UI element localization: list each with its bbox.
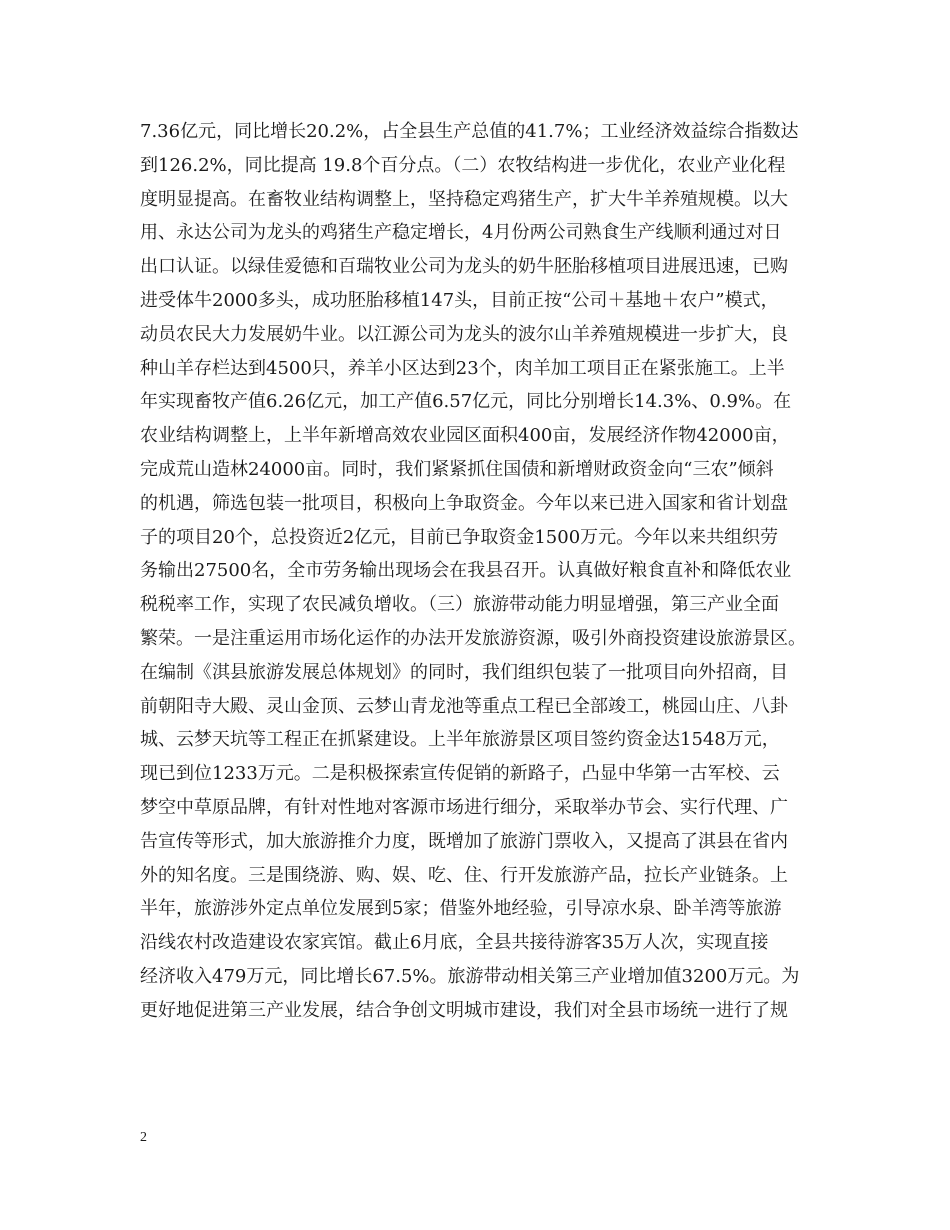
text-line: 农业结构调整上，上半年新增高效农业园区面积400亩，发展经济作物42000亩， [140, 425, 790, 447]
text-line: 前朝阳寺大殿、灵山金顶、云梦山青龙池等重点工程已全部竣工，桃园山庄、八卦 [140, 695, 788, 717]
text-line: 经济收入479万元，同比增长67.5%。旅游带动相关第三产业增加值3200万元。为 [140, 965, 800, 987]
text-line: 城、云梦天坑等工程正在抓紧建设。上半年旅游景区项目签约资金达1548万元， [140, 729, 780, 751]
text-line: 子的项目20个，总投资近2亿元，目前已争取资金1500万元。今年以来共组织劳 [140, 526, 779, 548]
text-line: 梦空中草原品牌，有针对性地对客源市场进行细分，采取举办节会、实行代理、广 [140, 796, 788, 818]
text-line: 的机遇，筛选包装一批项目，积极向上争取资金。今年以来已进入国家和省计划盘 [140, 492, 788, 514]
text-line: 现已到位1233万元。二是积极探索宣传促销的新路子，凸显中华第一古军校、云 [140, 763, 780, 785]
text-line: 半年，旅游涉外定点单位发展到5家；借鉴外地经验，引导凉水泉、卧羊湾等旅游 [140, 898, 782, 920]
text-line: 度明显提高。在畜牧业结构调整上，坚持稳定鸡猪生产，扩大牛羊养殖规模。以大 [140, 188, 788, 210]
text-line: 在编制《淇县旅游发展总体规划》的同时，我们组织包装了一批项目向外招商，目 [140, 661, 788, 683]
text-line: 完成荒山造林24000亩。同时，我们紧紧抓住国债和新增财政资金向“三农”倾斜 [140, 458, 774, 480]
text-line: 税税率工作，实现了农民减负增收。（三）旅游带动能力明显增强，第三产业全面 [140, 594, 779, 616]
text-line: 务输出27500名，全市劳务输出现场会在我县召开。认真做好粮食直补和降低农业 [140, 560, 792, 582]
body-text [140, 115, 840, 1028]
text-line: 动员农民大力发展奶牛业。以江源公司为龙头的波尔山羊养殖规模进一步扩大，良 [140, 323, 788, 345]
text-line: 告宣传等形式，加大旅游推介力度，既增加了旅游门票收入，又提高了淇县在省内 [140, 830, 788, 852]
text-line: 外的知名度。三是围绕游、购、娱、吃、住、行开发旅游产品，拉长产业链条。上 [140, 864, 788, 886]
text-line: 年实现畜牧产值6.26亿元，加工产值6.57亿元，同比分别增长14.3%、0.9%。在 [140, 391, 792, 413]
text-line: 7.36亿元，同比增长20.2%，占全县生产总值的41.7%；工业经济效益综合指数达 [140, 121, 799, 142]
text-line: 用、永达公司为龙头的鸡猪生产稳定增长，4月份两公司熟食生产线顺利通过对日 [140, 222, 782, 244]
text-line: 繁荣。一是注重运用市场化运作的办法开发旅游资源，吸引外商投资建设旅游景区。 [140, 627, 806, 649]
page-number: 2 [140, 1130, 147, 1145]
text-line: 更好地促进第三产业发展，结合争创文明城市建设，我们对全县市场统一进行了规 [140, 999, 788, 1021]
text-line: 出口认证。以绿佳爱德和百瑞牧业公司为龙头的奶牛胚胎移植项目进展迅速，已购 [140, 256, 788, 278]
text-line: 到126.2%，同比提高 19.8个百分点。（二）农牧结构进一步优化，农业产业化程 [140, 154, 786, 176]
text-line: 沿线农村改造建设农家宾馆。截止6月底，全县共接待游客35万人次，实现直接 [140, 932, 769, 954]
text-line: 种山羊存栏达到4500只，养羊小区达到23个，肉羊加工项目正在紧张施工。上半 [140, 357, 785, 379]
text-line: 进受体牛2000多头，成功胚胎移植147头，目前正按“公司＋基地＋农户”模式， [140, 289, 779, 311]
